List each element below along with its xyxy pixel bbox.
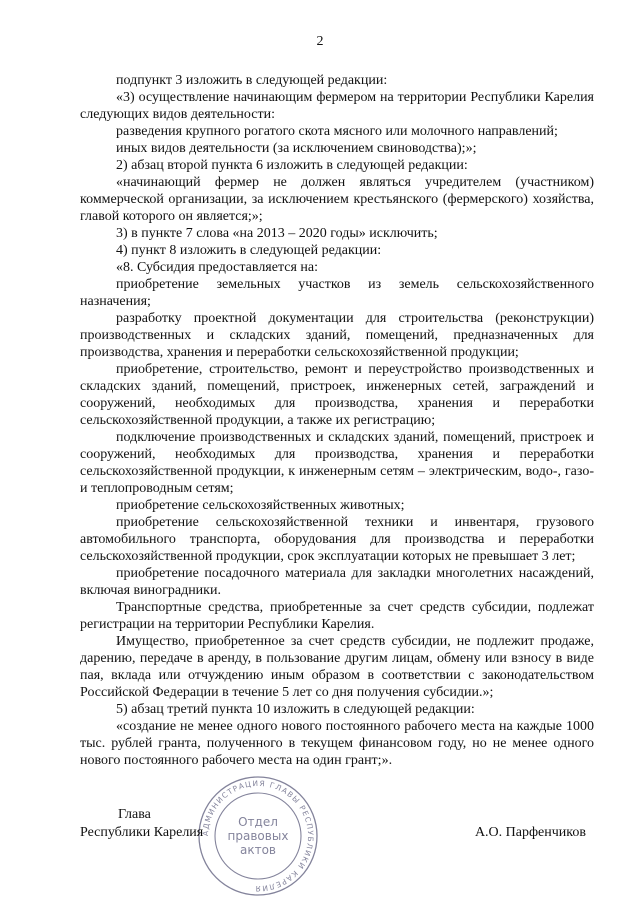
stamp-center-line: Отдел bbox=[238, 815, 278, 829]
paragraph: «8. Субсидия предоставляется на: bbox=[116, 260, 319, 275]
paragraph: «3) осуществление начинающим фермером на территории Республики Карелия следующих видов деятельности: bbox=[80, 90, 594, 122]
signature-block bbox=[80, 806, 594, 842]
paragraph: Имущество, приобретенное за счет средств субсидии, не подлежит продаже, дарению, передаче в аренду, в пользование другим лицам, обмену или взносу в виде пая, вклада или отчуждению иным образом в соответствии с законодательством Российской Федерации в течение 5 лет со дня получения субсидии.»; bbox=[80, 634, 594, 700]
paragraph: 3) в пункте 7 слова «на 2013 – 2020 годы» исключить; bbox=[116, 226, 438, 241]
paragraph: «начинающий фермер не должен являться учредителем (участником) коммерческой организации, за исключением крестьянского (фермерского) хозяйства, главой которого он является;»; bbox=[80, 175, 594, 224]
paragraph: 4) пункт 8 изложить в следующей редакции: bbox=[116, 243, 382, 258]
signatory-region: Республики Карелия bbox=[80, 825, 204, 840]
paragraph: разработку проектной документации для строительства (реконструкции) производственных и складских зданий, помещений, предназначенных для производства, хранения и переработки сельскохозяйственной продукции; bbox=[80, 311, 594, 360]
paragraph: приобретение сельскохозяйственных животных; bbox=[116, 498, 405, 513]
paragraph: «создание не менее одного нового постоянного рабочего места на каждые 1000 тыс. рублей гранта, полученного в текущем финансовом году, но не менее одного нового постоянного рабочего места на один грант;». bbox=[80, 719, 594, 768]
paragraph: 2) абзац второй пункта 6 изложить в следующей редакции: bbox=[116, 158, 468, 173]
paragraph: иных видов деятельности (за исключением свиноводства);»; bbox=[116, 141, 477, 156]
paragraph: приобретение, строительство, ремонт и переустройство производственных и складских зданий, помещений, пристроек, инженерных сетей, заграждений и сооружений, необходимых для производства, хранения и переработки сельскохозяйственной продукции, а также их регистрацию; bbox=[80, 362, 594, 428]
paragraph: Транспортные средства, приобретенные за счет средств субсидии, подлежат регистрации на территории Республики Карелия. bbox=[80, 600, 594, 632]
paragraph: приобретение сельскохозяйственной техники и инвентаря, грузового автомобильного транспорта, оборудования для производства и переработки сельскохозяйственной продукции, срок эксплуатации которых не превышает 3 лет; bbox=[80, 515, 594, 564]
paragraph: приобретение земельных участков из земель сельскохозяйственного назначения; bbox=[80, 277, 594, 309]
stamp-center-line: актов bbox=[239, 843, 277, 857]
paragraph: подключение производственных и складских зданий, помещений, пристроек и сооружений, необходимых для производства, хранения и переработки сельскохозяйственной продукции, к инженерным сетям – электрическим, водо-, газо- и теплопроводным сетям; bbox=[80, 430, 594, 496]
paragraph: разведения крупного рогатого скота мясного или молочного направлений; bbox=[116, 124, 558, 139]
paragraph: приобретение посадочного материала для закладки многолетних насаждений, включая виноградники. bbox=[80, 566, 594, 598]
page-number: 2 bbox=[316, 34, 324, 49]
signatory-title: Глава bbox=[118, 807, 151, 822]
stamp-center-line: правовых bbox=[227, 829, 289, 843]
paragraph: подпункт 3 изложить в следующей редакции: bbox=[116, 73, 388, 88]
document-body bbox=[80, 72, 594, 769]
paragraph: 5) абзац третий пункта 10 изложить в следующей редакции: bbox=[116, 702, 475, 717]
signatory-name: А.О. Парфенчиков bbox=[474, 825, 586, 840]
stamp-ring-text: АДМИНИСТРАЦИЯ ГЛАВЫ РЕСПУБЛИКИ КАРЕЛИЯ bbox=[200, 778, 316, 894]
